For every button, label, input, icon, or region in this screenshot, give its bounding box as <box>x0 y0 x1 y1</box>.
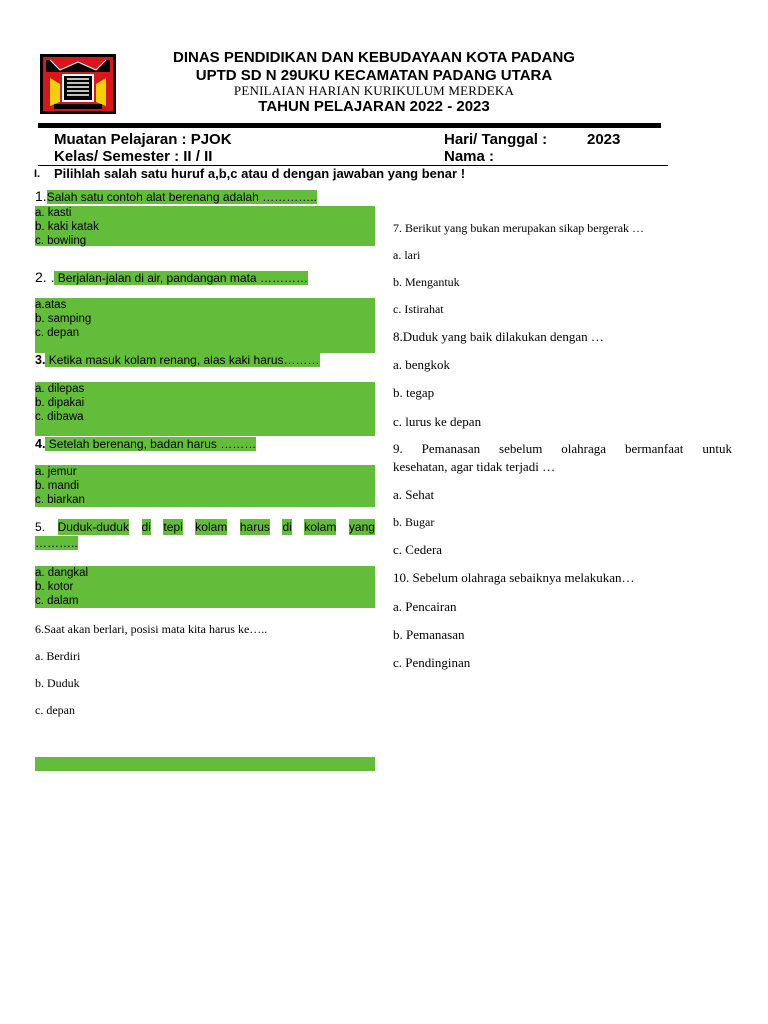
question-8: 8.Duduk yang baik dilakukan dengan … <box>393 329 604 344</box>
question-6-option-c: c. depan <box>35 703 75 717</box>
question-text: Salah satu contoh alat berenang adalah ………….. <box>46 190 317 204</box>
header-divider <box>38 123 661 128</box>
question-10-option-b: b. Pemanasan <box>393 627 465 642</box>
question-5-options <box>35 566 375 608</box>
option-b: b. samping <box>35 313 92 325</box>
option-a: a. kasti <box>35 207 72 219</box>
question-4 <box>35 437 256 451</box>
question-2-options <box>35 298 375 353</box>
date-field-year: 2023 <box>587 131 621 148</box>
option-a: a. dilepas <box>35 383 85 395</box>
question-text-word: harus <box>239 520 270 534</box>
option-c: c. dibawa <box>35 411 84 423</box>
question-5 <box>35 519 375 551</box>
question-number: 4. <box>35 437 46 451</box>
question-text-word: kolam <box>304 520 337 534</box>
option-c: c. depan <box>35 327 80 339</box>
option-a: a.atas <box>35 299 67 311</box>
question-7-option-a: a. lari <box>393 248 421 262</box>
question-6-option-b: b. Duduk <box>35 676 80 690</box>
question-8-option-c: c. lurus ke depan <box>393 414 482 429</box>
question-text-word: olahraga <box>561 441 607 456</box>
question-number: 5. <box>35 520 46 534</box>
question-10-option-a: a. Pencairan <box>393 599 457 614</box>
question-text-word: Duduk-duduk <box>57 520 129 534</box>
question-text-word: di <box>141 520 151 534</box>
question-text-word: sebelum <box>499 441 543 456</box>
question-number: 1. <box>35 188 47 204</box>
question-text-word: 9. <box>393 441 403 456</box>
question-4-options <box>35 465 375 507</box>
question-text: Setelah berenang, badan harus ……… <box>45 437 257 451</box>
name-field: Nama : <box>444 148 495 165</box>
question-2 <box>35 269 308 285</box>
option-b: b. mandi <box>35 480 80 492</box>
option-b: b. dipakai <box>35 397 85 409</box>
option-a: a. jemur <box>35 466 77 478</box>
class-semester-field: Kelas/ Semester : II / II <box>54 148 213 165</box>
question-8-option-a: a. bengkok <box>393 357 451 372</box>
question-text-word: tepi <box>163 520 183 534</box>
question-9-option-b: b. Bugar <box>393 515 435 529</box>
question-6-option-a: a. Berdiri <box>35 649 81 663</box>
question-number: 2. . <box>35 269 55 285</box>
question-9-option-c: c. Cedera <box>393 542 443 557</box>
instruction-text: Pilihlah salah satu huruf a,b,c atau d dengan jawaban yang benar ! <box>54 166 466 181</box>
question-10-option-c: c. Pendinginan <box>393 655 471 670</box>
question-9-option-a: a. Sehat <box>393 487 435 502</box>
question-7-option-b: b. Mengantuk <box>393 275 460 289</box>
question-7: 7. Berikut yang bukan merupakan sikap bergerak … <box>393 221 645 235</box>
question-8-option-b: b. tegap <box>393 385 435 400</box>
question-7-option-c: c. Istirahat <box>393 302 444 316</box>
highlight-bar <box>35 757 375 771</box>
option-b: b. kaki katak <box>35 221 99 233</box>
option-c: c. biarkan <box>35 494 85 506</box>
instruction-number: I. <box>34 168 41 180</box>
question-1-options <box>35 206 375 246</box>
question-text: Berjalan-jalan di air, pandangan mata ………… <box>54 271 308 285</box>
question-text: Ketika masuk kolam renang, alas kaki harus……… <box>45 353 320 367</box>
question-text-word: untuk <box>702 441 732 456</box>
question-3-options <box>35 382 375 436</box>
header-agency: DINAS PENDIDIKAN DAN KEBUDAYAAN KOTA PADANG <box>173 49 575 66</box>
question-9 <box>393 441 732 457</box>
question-1 <box>35 188 317 204</box>
question-number: 3. <box>35 353 46 367</box>
question-6: 6.Saat akan berlari, posisi mata kita harus ke….. <box>35 622 268 636</box>
header-year: TAHUN PELAJARAN 2022 - 2023 <box>258 98 490 115</box>
question-text-word: di <box>282 520 292 534</box>
date-field-label: Hari/ Tanggal : <box>444 131 548 148</box>
question-9-line2: kesehatan, agar tidak terjadi … <box>393 459 556 474</box>
header-assessment: PENILAIAN HARIAN KURIKULUM MERDEKA <box>233 83 515 98</box>
option-c: c. dalam <box>35 595 79 607</box>
option-a: a. dangkal <box>35 567 89 579</box>
question-text-word: yang <box>348 520 375 534</box>
question-text-word: bermanfaat <box>624 441 684 456</box>
question-text-line2: ……….. <box>35 536 78 550</box>
header-school: UPTD SD N 29UKU KECAMATAN PADANG UTARA <box>195 67 553 84</box>
question-text-word: Pemanasan <box>421 441 481 456</box>
option-b: b. kotor <box>35 581 74 593</box>
school-logo-icon <box>40 54 116 114</box>
question-text-word: kolam <box>195 520 228 534</box>
question-3 <box>35 353 320 367</box>
subject-field: Muatan Pelajaran : PJOK <box>54 131 232 148</box>
option-c: c. bowling <box>35 235 87 247</box>
question-10: 10. Sebelum olahraga sebaiknya melakukan… <box>393 570 635 585</box>
